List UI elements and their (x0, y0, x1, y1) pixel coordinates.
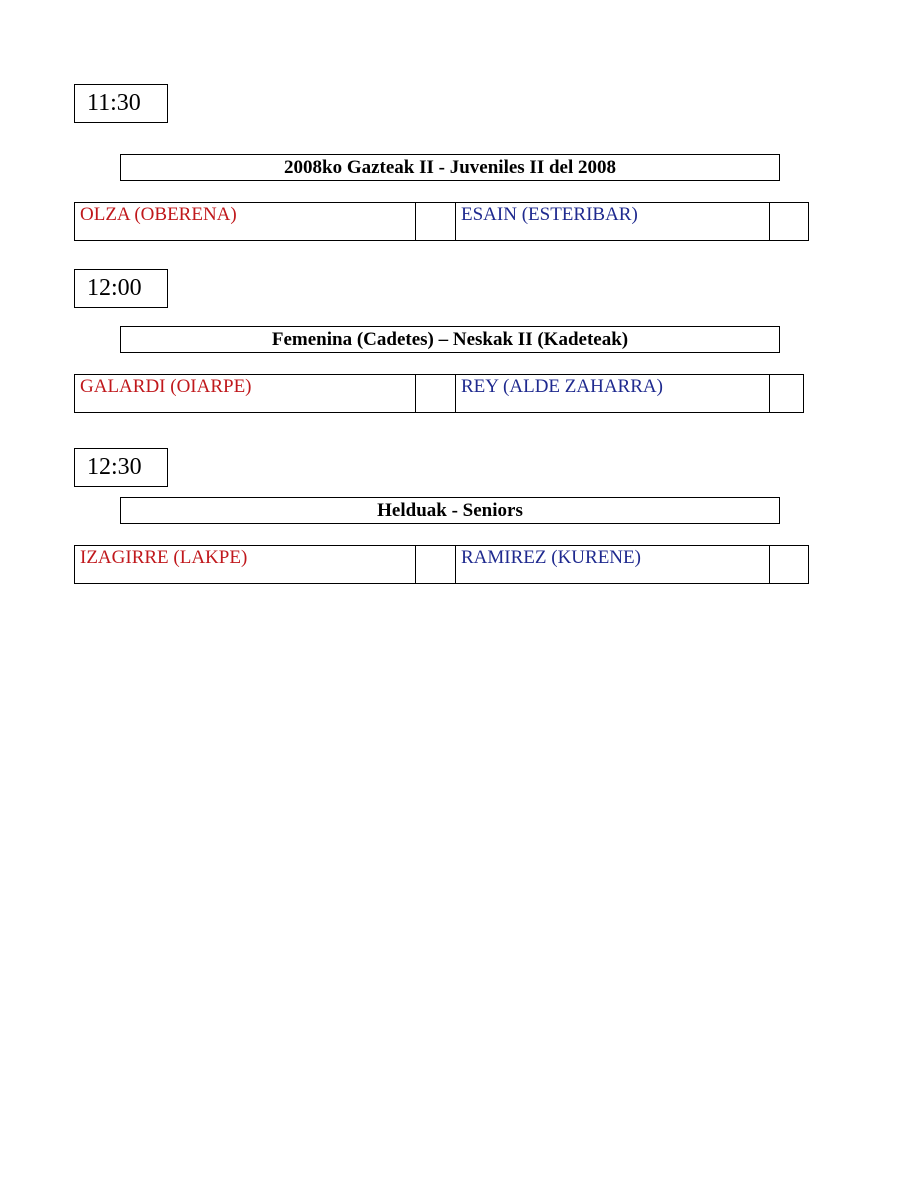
time-label-1230: 12:30 (74, 448, 168, 487)
home-score-cell (416, 203, 456, 240)
away-team-name: RAMIREZ (KURENE) (456, 546, 770, 583)
home-score-cell (416, 546, 456, 583)
away-score-cell (770, 546, 808, 583)
match-row (74, 202, 809, 241)
time-label-1130: 11:30 (74, 84, 168, 123)
away-team-name: REY (ALDE ZAHARRA) (456, 375, 770, 412)
away-score-cell (770, 203, 808, 240)
home-team-name: OLZA (OBERENA) (75, 203, 416, 240)
home-team-name: GALARDI (OIARPE) (75, 375, 416, 412)
match-row (74, 374, 804, 413)
away-team-name: ESAIN (ESTERIBAR) (456, 203, 770, 240)
category-title: Femenina (Cadetes) – Neskak II (Kadeteak) (120, 326, 780, 353)
away-score-cell (770, 375, 803, 412)
home-score-cell (416, 375, 456, 412)
home-team-name: IZAGIRRE (LAKPE) (75, 546, 416, 583)
time-label-1200: 12:00 (74, 269, 168, 308)
category-title: Helduak - Seniors (120, 497, 780, 524)
category-title: 2008ko Gazteak II - Juveniles II del 2008 (120, 154, 780, 181)
match-row (74, 545, 809, 584)
